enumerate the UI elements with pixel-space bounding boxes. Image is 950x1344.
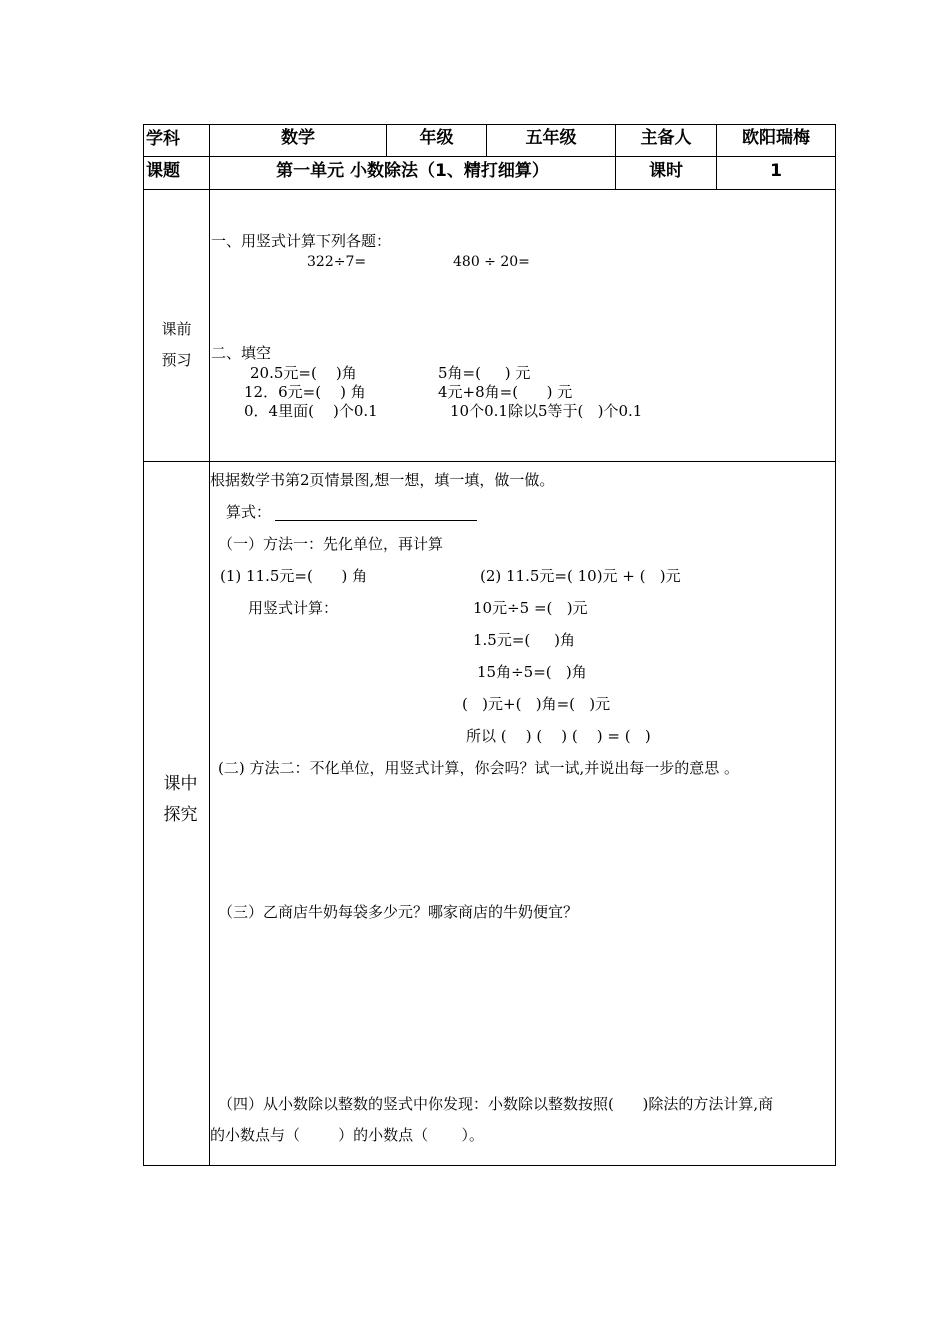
method1-step-2: 1.5元=( )角 [473,631,575,649]
preview-fill-2: 5角=( ) 元 [438,364,531,382]
grade-label: 年级 [419,128,454,148]
preview-fill-1: 20.5元=( )角 [250,364,357,382]
grade-value: 五年级 [525,128,577,148]
explore-label-line1: 课中 [163,774,198,794]
preview-section1-title: 一、用竖式计算下列各题： [211,232,392,250]
method1-question-2: (2) 11.5元=( 10)元 + ( )元 [480,567,681,585]
method4-text-line1: （四）从小数除以整数的竖式中你发现：小数除以整数按照( )除法的方法计算,商 [218,1095,774,1113]
preview-label-line1: 课前 [161,320,192,338]
topic-label: 课题 [146,161,180,181]
method1-step-3: 15角÷5=( )角 [477,663,587,681]
vertical-calc-label: 用竖式计算： [248,599,339,617]
preview-calc-2: 480 ÷ 20= [453,254,530,270]
subject-label: 学科 [146,129,180,149]
label-column-divider [209,124,210,1165]
period-value: 1 [770,161,782,181]
preview-label-line2: 预习 [161,351,192,369]
method4-text-line2: 的小数点与（ ）的小数点（ ）。 [210,1126,485,1144]
method1-step-4: ( )元+( )角=( )元 [462,695,611,713]
preview-calc-1: 322÷7= [307,254,367,270]
preview-fill-3: 12．6元=( ) 角 [244,383,366,401]
formula-label: 算式： [226,503,272,521]
explore-label-line2: 探究 [163,805,198,825]
table-bottom-border [143,1165,836,1166]
row-divider-3 [143,461,836,462]
method2-text: (二) 方法二：不化单位，用竖式计算，你会吗？试一试,并说出每一步的意思 。 [218,759,740,777]
explore-intro: 根据数学书第2页情景图,想一想，填一填，做一做。 [210,471,555,489]
method1-step-1: 10元÷5 =( )元 [473,599,588,617]
method1-step-5: 所以 ( ) ( ) ( ) = ( ) [466,727,651,745]
preparer-value: 欧阳瑞梅 [742,128,810,148]
table-left-border [143,124,144,1165]
preview-fill-5: 0．4里面( )个0.1 [244,402,378,420]
preparer-label: 主备人 [640,128,692,148]
period-label: 课时 [649,161,683,181]
preview-section2-title: 二、填空 [211,344,272,362]
method1-question-1: (1) 11.5元=( ) 角 [220,567,368,585]
method1-title: （一）方法一：先化单位，再计算 [218,535,444,553]
table-right-border [835,124,836,1165]
preview-fill-6: 10个0.1除以5等于( )个0.1 [450,402,643,420]
row-divider-2 [143,189,836,190]
formula-answer-line [275,520,477,521]
method3-text: （三）乙商店牛奶每袋多少元？哪家商店的牛奶便宜？ [218,903,579,921]
topic-value: 第一单元 小数除法（1、精打细算） [276,161,549,181]
table-top-border [143,124,836,125]
preview-fill-4: 4元+8角=( ) 元 [438,383,573,401]
subject-value: 数学 [281,128,315,148]
row-divider-1 [143,156,836,157]
